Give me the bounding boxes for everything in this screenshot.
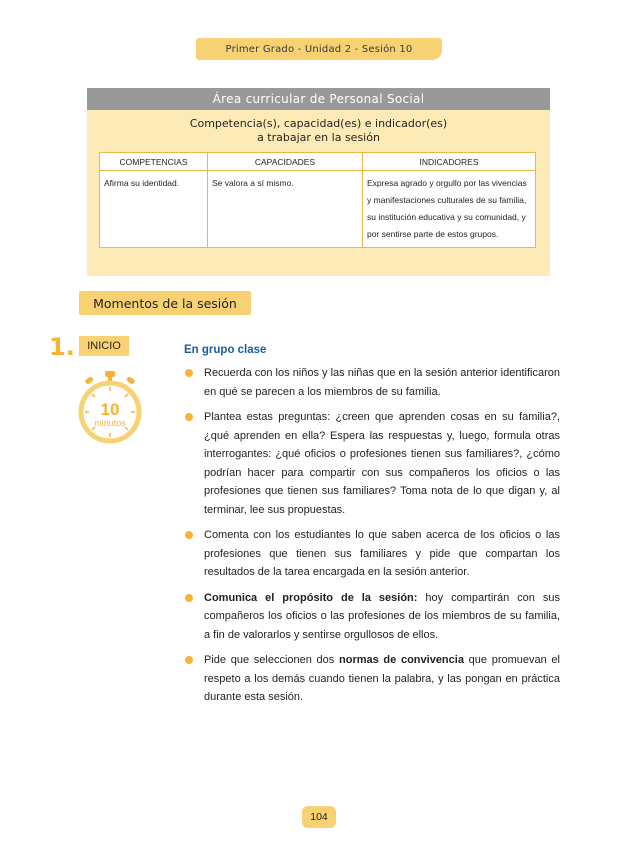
step-number: 1. (49, 333, 75, 361)
timer (78, 368, 142, 448)
competencies-title (87, 117, 550, 145)
bullet-text: Recuerda con los niños y las niñas que en la sesión anterior identificaron en qué se parecen a los miembros de su familia. (204, 367, 560, 398)
header-indicadores: INDICADORES (363, 153, 536, 171)
timer-value: 10 (100, 400, 120, 419)
bullet-text: Pide que seleccionen dos (204, 654, 339, 666)
bullet-dot-icon (185, 594, 193, 602)
bullet-text: que promuevan el respeto a los demás cuando tienen la palabra, y las pongan en práctica durante esta sesión. (204, 654, 560, 703)
competencies-title-line2: a trabajar en la sesión (257, 131, 380, 144)
header-capacidades: CAPACIDADES (208, 153, 363, 171)
timer-label (78, 401, 142, 428)
table-row (100, 171, 536, 248)
curricular-area-panel (87, 88, 550, 276)
competencies-table (99, 152, 536, 248)
list-item (184, 408, 560, 519)
inicio-content (184, 344, 560, 714)
list-item (184, 364, 560, 401)
session-header-tab: Primer Grado - Unidad 2 - Sesión 10 (196, 38, 442, 60)
list-item (184, 589, 560, 645)
bullet-bold-text: Comunica el propósito de la sesión: (204, 591, 418, 604)
area-title: Área curricular de Personal Social (87, 88, 550, 110)
timer-unit: minutos (94, 418, 126, 428)
inicio-label: INICIO (79, 336, 129, 356)
bullet-text: hoy compartirán con sus compañeros los oficios o las profesiones de los miembros de su familia, a fin de valorarlos y sentirse orgullosos de ellos. (204, 591, 561, 641)
bullet-dot-icon (185, 656, 193, 664)
table-header-row (100, 153, 536, 171)
group-title: En grupo clase (184, 344, 267, 356)
cell-capacidad: Se valora a sí mismo. (208, 171, 363, 248)
page-number: 104 (302, 806, 336, 828)
bullet-text: Comenta con los estudiantes lo que saben acerca de los oficios o las profesiones que tienen sus familiares y pide que compartan los resultados de la tarea encargada en la sesión anterior. (204, 529, 560, 578)
cell-indicador: Expresa agrado y orgullo por las vivencias y manifestaciones culturales de su familia, su institución educativa y su comunidad, y por sentirse parte de estos grupos. (363, 171, 536, 248)
bullet-dot-icon (185, 369, 193, 377)
momentos-heading: Momentos de la sesión (79, 291, 251, 315)
bullet-text: Plantea estas preguntas: ¿creen que aprenden cosas en su familia?, ¿qué aprenden en ella? Espera las respuestas y, luego, formula otras interrogantes: ¿qué oficios o profesiones tienen sus familiares?, ¿cómo podrían hacer para compartir con sus compañeros los oficios o las profesiones que tienen sus familiares? Toma nota de lo que digan y, al terminar, lee sus propuestas. (204, 411, 560, 516)
list-item (184, 526, 560, 582)
header-competencias: COMPETENCIAS (100, 153, 208, 171)
list-item (184, 651, 560, 707)
bullet-dot-icon (185, 531, 193, 539)
competencies-title-line1: Competencia(s), capacidad(es) e indicador(es) (189, 117, 448, 130)
bullet-dot-icon (185, 413, 193, 421)
cell-competencia: Afirma su identidad. (100, 171, 208, 248)
bullet-bold-text: normas de convivencia (339, 654, 464, 666)
